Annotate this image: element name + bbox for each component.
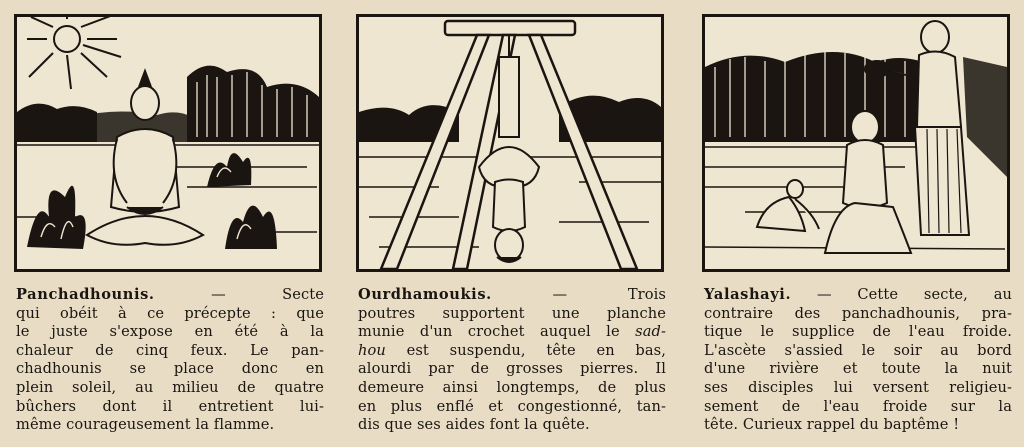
caption-line: le juste s'expose en été à la (16, 323, 324, 341)
caption-line: chaleur de cinq feux. Le pan- (16, 341, 324, 359)
title-yalashayi: Yalashayi. (704, 286, 792, 303)
title-panchadhounis: Panchadhounis. (16, 286, 155, 303)
caption-line: plein soleil, au milieu de quatre (16, 378, 324, 396)
caption-line: d'une rivière et toute la nuit (704, 360, 1012, 378)
italic-word: sad- (635, 323, 666, 341)
intro-dash: — Trois (552, 286, 666, 303)
caption-line: munie d'un crochet auquel le (358, 323, 620, 341)
woodcut-hanging-sadhu (359, 17, 661, 269)
intro-dash: — Secte (211, 286, 324, 303)
woodcut-seated-ascetic-fires (17, 17, 319, 269)
caption-panchadhounis (16, 286, 324, 435)
illustration-ourdhamoukis (356, 14, 664, 272)
caption-line: demeure ainsi longtemps, de plus (358, 378, 666, 396)
caption-line: sement de l'eau froide sur la (704, 397, 1012, 415)
caption-line: dis que ses aides font la quête. (358, 416, 590, 434)
illustration-panchadhounis (14, 14, 322, 272)
caption-line: même courageusement la flamme. (16, 416, 275, 434)
caption-line: contraire des panchadhounis, pra- (704, 304, 1012, 322)
panel-ourdhamoukis (356, 0, 676, 447)
panel-yalashayi (702, 0, 1022, 447)
caption-line: L'ascète s'assied le soir au bord (704, 341, 1012, 359)
caption-line: alourdi par de grosses pierres. Il (358, 360, 666, 378)
illustration-yalashayi (702, 14, 1010, 272)
caption-line: en plus enflé et congestionné, tan- (358, 397, 666, 415)
caption-line: qui obéit à ce précepte : que (16, 304, 324, 322)
caption-line: poutres supportent une planche (358, 304, 666, 322)
title-ourdhamoukis: Ourdhamoukis. (358, 286, 492, 303)
caption-line: est suspendu, tête en bas, (406, 341, 666, 359)
woodcut-cold-water (705, 17, 1007, 269)
caption-yalashayi (704, 286, 1012, 435)
caption-line: chadhounis se place donc en (16, 360, 324, 378)
panel-panchadhounis (14, 0, 334, 447)
caption-line: ses disciples lui versent religieu- (704, 378, 1012, 396)
caption-line: bûchers dont il entretient lui- (16, 397, 324, 415)
caption-ourdhamoukis (358, 286, 666, 435)
italic-word: hou (358, 341, 386, 359)
caption-line: tique le supplice de l'eau froide. (704, 323, 1012, 341)
intro-dash: — Cette secte, au (816, 286, 1012, 303)
caption-line: tête. Curieux rappel du baptême ! (704, 416, 960, 434)
